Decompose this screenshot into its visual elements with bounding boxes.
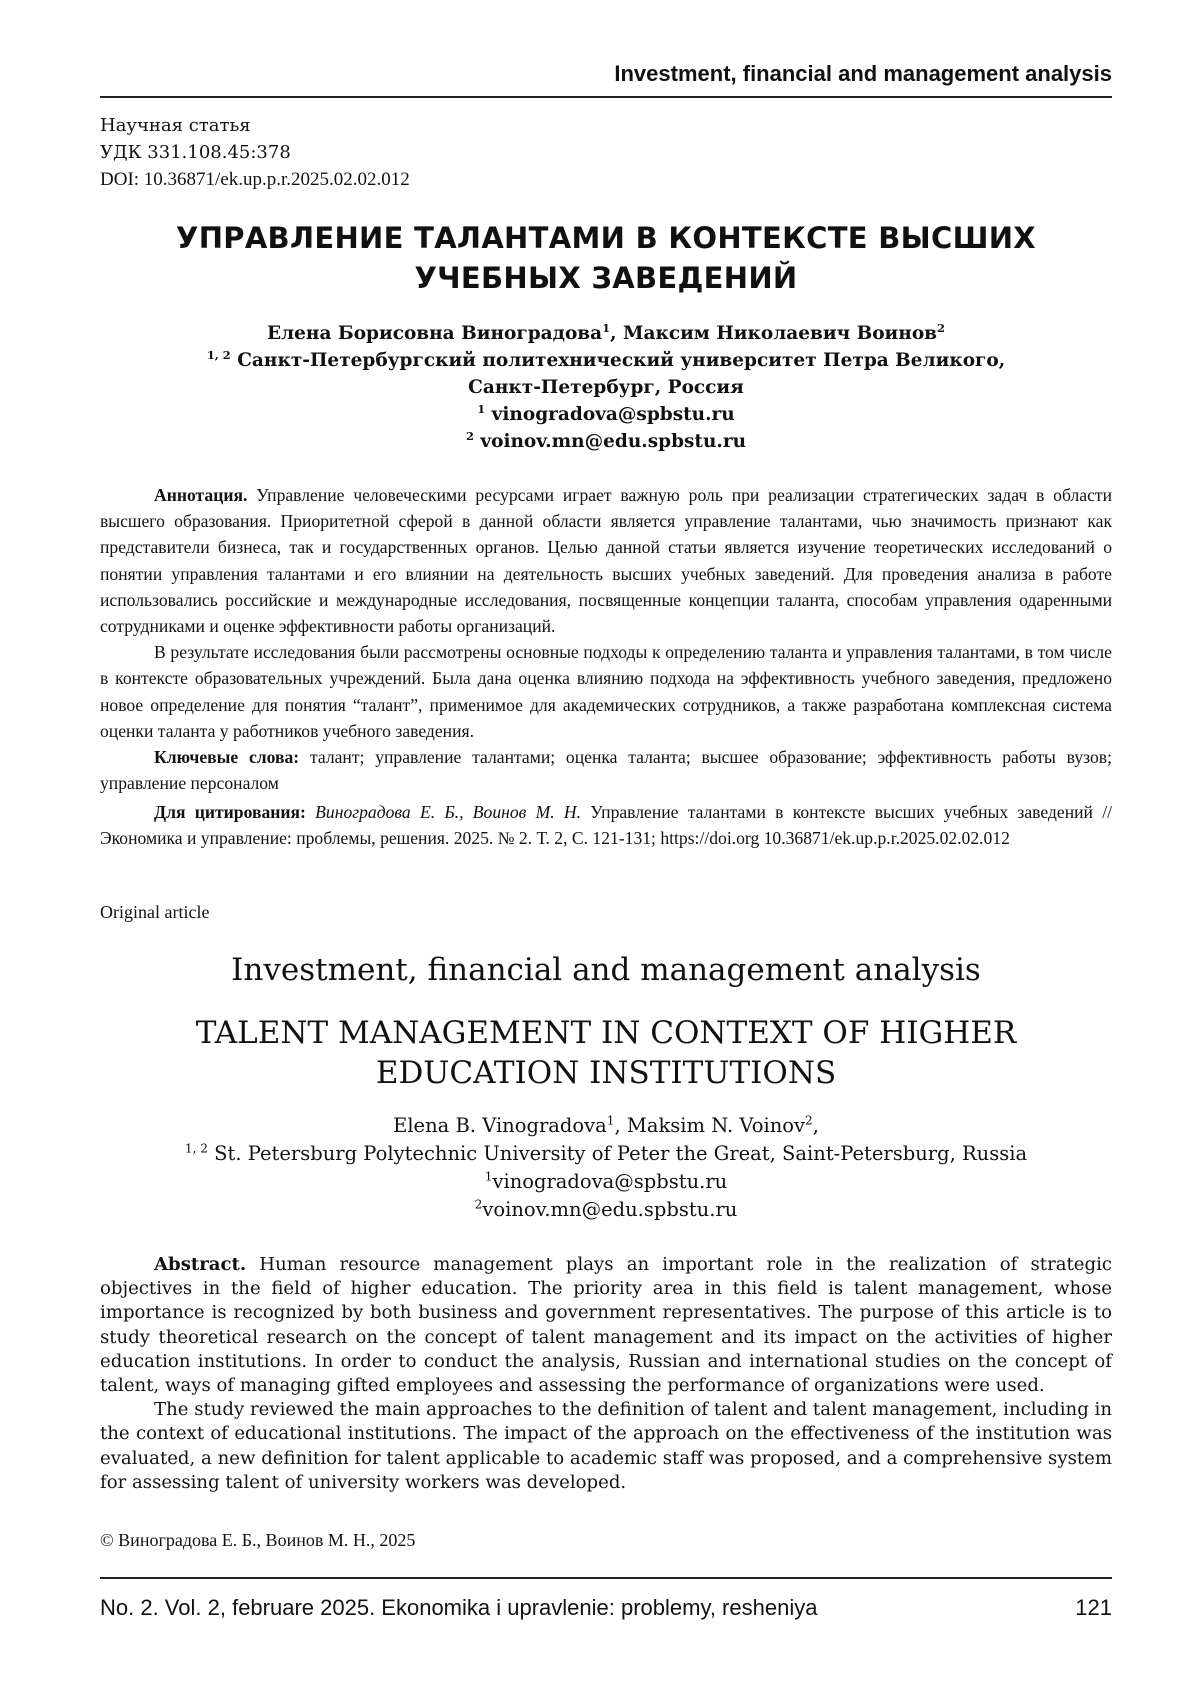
citation-ru-paragraph — [100, 799, 1112, 851]
affiliation-en — [100, 1140, 1112, 1168]
affiliation-ru-text: Санкт-Петербургский политехнический университет Петра Великого, — [230, 350, 1006, 371]
authors-line-ru — [100, 320, 1112, 347]
author-2-sup: 2 — [937, 320, 945, 335]
section-title-en: Investment, financial and management analysis — [231, 952, 981, 988]
email-2-text: voinov.mn@edu.spbstu.ru — [473, 431, 747, 452]
affiliation-ru-line-1 — [100, 347, 1112, 374]
email-2-en-sup: 2 — [474, 1197, 483, 1212]
affiliation-en-sup: 1, 2 — [184, 1141, 208, 1156]
doi: DOI: 10.36871/ek.up.p.r.2025.02.02.012 — [100, 169, 410, 190]
email-1-ru — [100, 401, 1112, 428]
citation-ru — [100, 799, 1112, 851]
author-1-ru: Елена Борисовна Виноградова — [267, 323, 603, 344]
author-2-en-sup: 2 — [805, 1113, 813, 1128]
abstract-ru — [100, 482, 1112, 796]
affiliation-ru-line-2: Санкт-Петербург, Россия — [468, 377, 744, 398]
page-number: 121 — [1075, 1595, 1112, 1620]
abstract-ru-label: Аннотация. — [154, 485, 248, 505]
title-en — [100, 1013, 1112, 1093]
abstract-en-paragraph-2: The study reviewed the main approaches to the definition of talent and talent management, including in the context of educational institutions. The impact of the approach on the effectiveness of the institution was evaluated, a new definition for talent applicable to academic staff was proposed, and a comprehensive system for assessing talent of university workers was developed. — [100, 1399, 1112, 1493]
email-2-sup: 2 — [465, 428, 474, 443]
article-meta — [100, 112, 410, 193]
abstract-ru-text-1: Управление человеческими ресурсами играет важную роль при реализации стратегических задач в области высшего образования. Приоритетной сферой в данной области является управление талантами, чью значимость признают как представители бизнеса, так и государственных органов. Целью данной статьи является изучение теоретических исследований о понятии управления талантами и его влиянии на деятельность высших учебных заведений. Для проведения анализа в работе использовались российские и международные исследования, посвященные концепции таланта, способам управления одаренными сотрудниками и оценке эффективности работы организаций. — [100, 485, 1112, 637]
authors-block-en — [100, 1112, 1112, 1224]
abstract-ru-paragraph-1 — [100, 482, 1112, 639]
author-1-sup: 1 — [602, 320, 611, 335]
email-1-en-sup: 1 — [484, 1169, 493, 1184]
footer-journal: No. 2. Vol. 2, februare 2025. Ekonomika i upravlenie: problemy, resheniya — [100, 1595, 818, 1620]
udc-code: УДК 331.108.45:378 — [100, 142, 291, 163]
author-2-en: Maksim N. Voinov — [626, 1114, 806, 1137]
author-separator: , — [610, 323, 623, 344]
abstract-en-label: Abstract. — [154, 1254, 247, 1275]
title-ru-line-1: УПРАВЛЕНИЕ ТАЛАНТАМИ В КОНТЕКСТЕ ВЫСШИХ — [176, 221, 1036, 255]
keywords-ru-label: Ключевые слова: — [154, 747, 300, 768]
citation-ru-text: Управление талантами в контексте высших учебных заведений // Экономика и управление: проблемы, решения. 2025. № 2. Т. 2, С. 121-131; https://doi.org 10.36871/ek.up.p.r.2025.02.02.012 — [100, 802, 1112, 849]
affiliation-en-text: St. Petersburg Polytechnic University of Peter the Great, Saint-Petersburg, Russia — [207, 1142, 1028, 1165]
keywords-ru — [100, 744, 1112, 796]
abstract-en-text-1: Human resource management plays an important role in the realization of strategic objectives in the field of higher education. The priority area in this field is talent management, whose importance is recognized by both business and government representatives. The purpose of this article is to study theoretical research on the concept of talent management and its impact on the activities of higher education institutions. In order to conduct the analysis, Russian and international studies on the concept of talent, ways of managing gifted employees and assessing the performance of organizations were used. — [100, 1254, 1112, 1397]
citation-ru-authors: Виноградова Е. Б., Воинов М. Н. — [305, 802, 581, 822]
abstract-en-paragraph-1 — [100, 1253, 1112, 1398]
copyright: © Виноградова Е. Б., Воинов М. Н., 2025 — [100, 1530, 416, 1550]
author-1-en-sup: 1 — [606, 1113, 615, 1128]
email-1-text: vinogradova@spbstu.ru — [485, 404, 735, 425]
title-ru — [100, 218, 1112, 298]
article-type-ru: Научная статья — [100, 115, 251, 136]
affiliation-sup: 1, 2 — [206, 347, 231, 362]
email-1-sup: 1 — [477, 401, 486, 416]
citation-ru-label: Для цитирования: — [154, 802, 306, 822]
author-1-en: Elena B. Vinogradova — [393, 1114, 607, 1137]
keywords-ru-text: талант; управление талантами; оценка таланта; высшее образование; эффективность работы вузов; управление персоналом — [100, 747, 1112, 794]
authors-line-en — [100, 1112, 1112, 1140]
abstract-en — [100, 1253, 1112, 1495]
author-en-end: , — [812, 1114, 819, 1137]
original-article-label: Original article — [100, 902, 210, 922]
abstract-ru-paragraph-2: В результате исследования были рассмотрены основные подходы к определению таланта и управления талантами, в том числе в контексте образовательных учреждений. Была дана оценка влиянию подхода на эффективность учебного заведения, предложено новое определение для понятия “талант”, применимое для академических сотрудников, а также разработана комплексная система оценки таланта у работников учебного заведения. — [100, 642, 1112, 741]
author-en-separator: , — [614, 1114, 627, 1137]
email-2-en-text: voinov.mn@edu.spbstu.ru — [482, 1198, 738, 1221]
email-2-en — [100, 1196, 1112, 1224]
title-en-line-2: EDUCATION INSTITUTIONS — [375, 1055, 837, 1091]
title-ru-line-2: УЧЕБНЫХ ЗАВЕДЕНИЙ — [414, 261, 798, 295]
title-en-line-1: TALENT MANAGEMENT IN CONTEXT OF HIGHER — [195, 1015, 1017, 1051]
author-2-ru: Максим Николаевич Воинов — [623, 323, 938, 344]
email-1-en-text: vinogradova@spbstu.ru — [492, 1170, 728, 1193]
authors-block-ru — [100, 320, 1112, 455]
page-footer — [100, 1577, 1112, 1625]
email-1-en — [100, 1168, 1112, 1196]
email-2-ru — [100, 428, 1112, 455]
running-header: Investment, financial and management analysis — [100, 62, 1112, 98]
